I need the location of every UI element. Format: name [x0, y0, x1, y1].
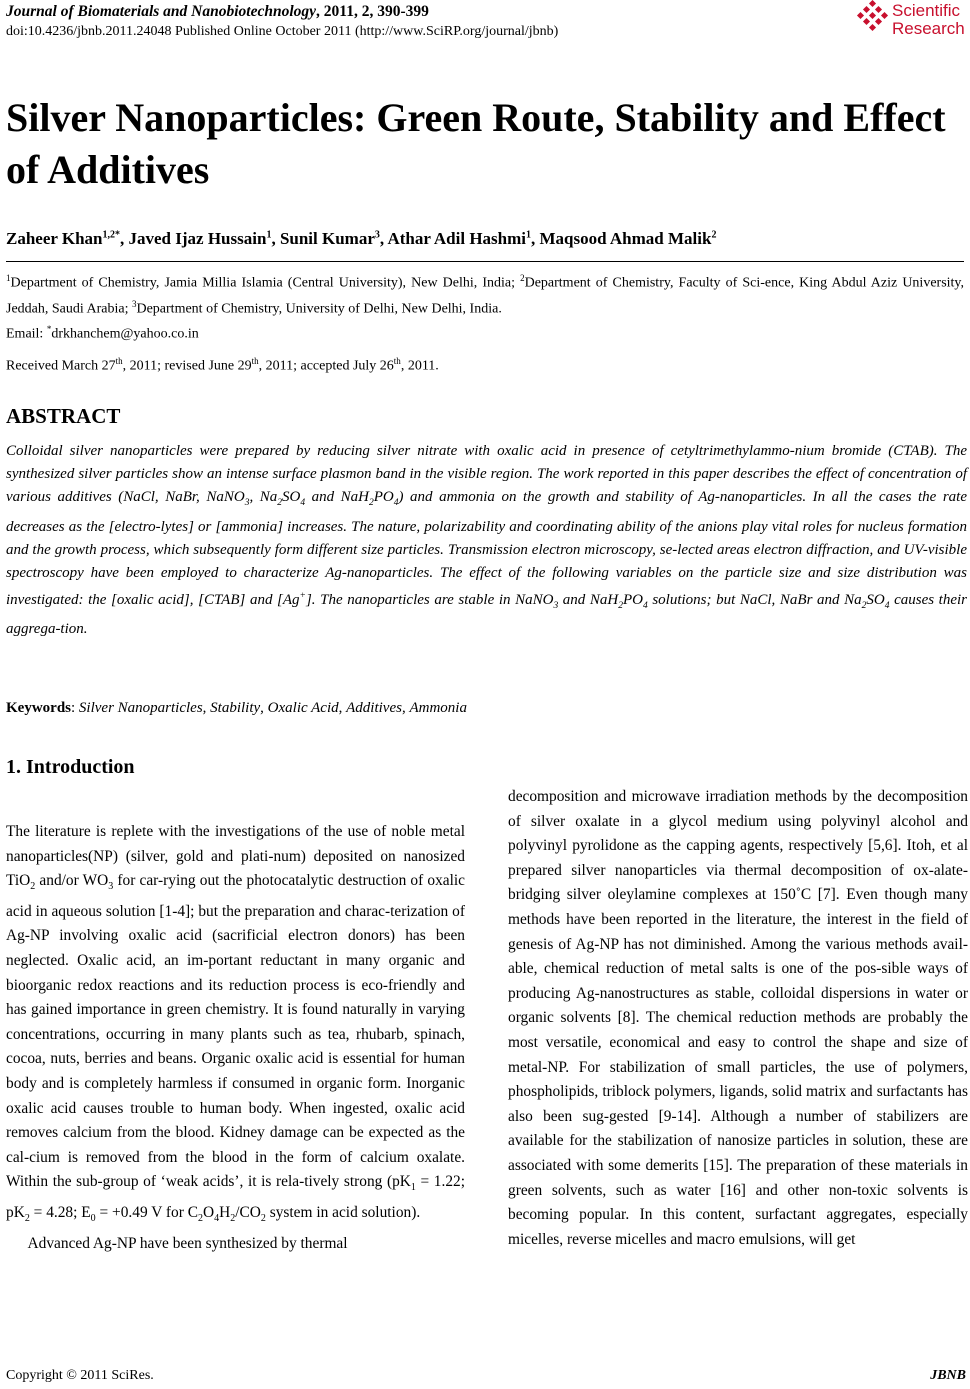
affiliations: $^1$Department of Chemistry, Jamia Millia Islamia (Central University), New Delhi, India; $^2$Department of Chemistry, Faculty of Sci-ence, King Abdul Aziz University, Jeddah, Saudi Arabia; $^3$Department of Chemistry, University of Delhi, New Delhi, India. Email: *drkhanchem@yahoo.co.in [6, 273, 965, 342]
section-heading-introduction: 1. Introduction [6, 756, 135, 778]
keyword: Stability [210, 700, 261, 716]
scientific-research-logo-icon [852, 0, 890, 34]
paragraph: Advanced Ag-NP have been synthesized by thermal [27, 1234, 348, 1252]
author-list: Zaheer Khan$^{1,2*}$, Javed Ijaz Hussain$^1$, Sunil Kumar$^3$, Athar Adil Hashmi$^1$, Maqsood Ahmad Malik$^2$ [6, 229, 717, 248]
footer-copyright: Copyright © 2011 SciRes. [6, 1368, 154, 1383]
keyword: Additives [346, 700, 402, 716]
affiliation-3: Department of Chemistry, University of Delhi, New Delhi, India. [136, 301, 502, 317]
logo-line-2: Research [892, 19, 965, 38]
abstract-additives: NaCl, NaBr, NaNO$_3$, $Na_2SO_4$ and $NaH_2PO_4$ [123, 489, 399, 509]
paper-title: Silver Nanoparticles: Green Route, Stability and Effect of Additives [6, 95, 946, 192]
email-address[interactable]: drkhanchem@yahoo.co.in [51, 326, 199, 342]
body-column-left [6, 820, 465, 1256]
email-label: Email: [6, 326, 47, 342]
received-dates: Received March 27th, 2011; revised June 29th, 2011; accepted July 26th, 2011. [6, 356, 439, 374]
body-column-right [508, 785, 968, 1252]
publisher-logo [852, 0, 970, 44]
paragraph: decomposition and microwave irradiation methods by the decomposition of silver oxalate in a glycol medium using polyvinyl alcohol and polyvinyl pyrolidone as the capping agents, respectively [5,6]. Itoh, et al prepared silver nanoparticles via thermal decomposition of ox-alate-bridging silver oleylamine complexes at 150˚C [7]. Even though many methods have been reported in the literature, the interest in the field of genesis of Ag-NP has not diminished. Among the various methods avail-able, chemical reduction of metal salts is one of the pos-sible ways of producing Ag-nanostructures as stable, colloidal dispersions in water or organic solvents [8]. The chemical reduction methods are probably the most versatile, economical and easy to control the shape and size of metal-NP. For stabilization of small particles, the use of polymers, phospholipids, triblock polymers, ligands, solid matrix and surfactants has also been sug-gested [9-14]. Although a number of stabilizers are available for the stabilization of nanosize particles in solution, these are associated with some demerits [15]. The preparation of these materials in green solvents, such as water [16] and other non-toxic solvents is becoming popular. In this content, surfactant aggregates, especially micelles, reverse micelles and macro emulsions, will get [508, 788, 968, 1248]
logo-line-1: Scientific [892, 1, 961, 20]
journal-volume: , 2011, 2, 390-399 [316, 3, 429, 20]
journal-citation [6, 3, 429, 21]
header-divider [6, 261, 964, 262]
keyword: Oxalic Acid [267, 700, 339, 716]
affiliation-1: Department of Chemistry, Jamia Millia Islamia (Central University), New Delhi, India; [10, 275, 521, 291]
author: Zaheer Khan$^{1,2*}$ [6, 229, 121, 248]
author: Javed Ijaz Hussain$^1$ [128, 229, 272, 248]
footer-journal-abbr: JBNB [930, 1368, 966, 1383]
keywords-label: Keywords [6, 700, 71, 716]
affiliation-2: Department of Chemistry, Faculty of Sci-ence, King Abdul Aziz University, Jeddah, Saudi Arabia; [6, 275, 965, 317]
abstract-heading: ABSTRACT [6, 404, 121, 428]
journal-name: Journal of Biomaterials and Nanobiotechnology [6, 3, 317, 20]
keywords: Keywords: Silver Nanoparticles, Stability, Oxalic Acid, Additives, Ammonia [6, 700, 467, 716]
abstract-conclusion: ]. The nanoparticles are stable in NaNO$_3$ and $NaH_2PO_4$ solutions; but NaCl, NaBr and $Na_2SO_4$ causes their aggrega-tion. [6, 592, 967, 638]
paragraph: The literature is replete with the investigations of the use of noble metal nanoparticles(NP) (silver, gold and plati-num) deposited on nanosized TiO$_2$ and/or $WO_3$ for car-rying out the photocatalytic destruction of oxalic acid in aqueous solution [1-4]; but the preparation and charac-terization of Ag-NP involving oxalic acid (sacrificial electron donors) has been neglected. Oxalic acid, an im-portant reductant in many organic and bioorganic redox reactions and its reduction process is eco-friendly and has gained importance in green chemistry. It is found naturally in varying concentrations, occurring in many plants such as tea, rhubarb, spinach, cocoa, nuts, berries and beans. Organic oxalic acid is essential for human body and is completely harmless if consumed in organic form. Inorganic oxalic acid causes trouble to human body. When ingested, oxalic acid removes calcium from the blood. Kidney damage can be expected as the cal-cium is removed from the blood in the form of calcium oxalate. Within the sub-group of ‘weak acids’, it is rela-tively strong ($pK_1 = 1.22$; $pK_2 = 4.28$; $E_0 = +0.49$ V for $C_2O_4H_2/CO_2$ system in acid solution). [6, 823, 465, 1225]
author: Sunil Kumar$^3$ [279, 229, 380, 248]
keyword: Silver Nanoparticles [78, 700, 203, 716]
abstract-body: Colloidal silver nanoparticles were prepared by reducing silver nitrate with oxalic acid in presence of cetyltrimethylammo-nium bromide (CTAB). The synthesized silver particles show an intense surface plasmon band in the visible region. The work reported in this paper describes the effect of concentration of various additives (NaCl, NaBr, NaNO$_3$, $Na_2SO_4$ and $NaH_2PO_4$) and ammonia on the growth and stability of Ag-nanoparticles. In all the cases the rate decreases as the [electro-lytes] or [ammonia] increases. The nature, polarizability and coordinating ability of the anions play vital roles for nucleus formation and the growth process, which subsequently form different size particles. Transmission electron microscopy, se-lected areas electron diffraction, and UV-visible spectroscopy have been employed to characterize Ag-nanoparticles. The effect of the following variables on the particle size and size distribution was investigated: the [oxalic acid], [CTAB] and [Ag+]. The nanoparticles are stable in NaNO$_3$ and $NaH_2PO_4$ solutions; but NaCl, NaBr and $Na_2SO_4$ causes their aggrega-tion. [6, 443, 967, 638]
author: Athar Adil Hashmi$^1$ [387, 229, 532, 248]
logo-text [892, 2, 965, 38]
author: Maqsood Ahmad Malik$^2$ [539, 229, 717, 248]
keyword: Ammonia [409, 700, 467, 716]
doi-line: doi:10.4236/jbnb.2011.24048 Published Online October 2011 (http://www.SciRP.org/journal/jbnb) [6, 24, 559, 39]
